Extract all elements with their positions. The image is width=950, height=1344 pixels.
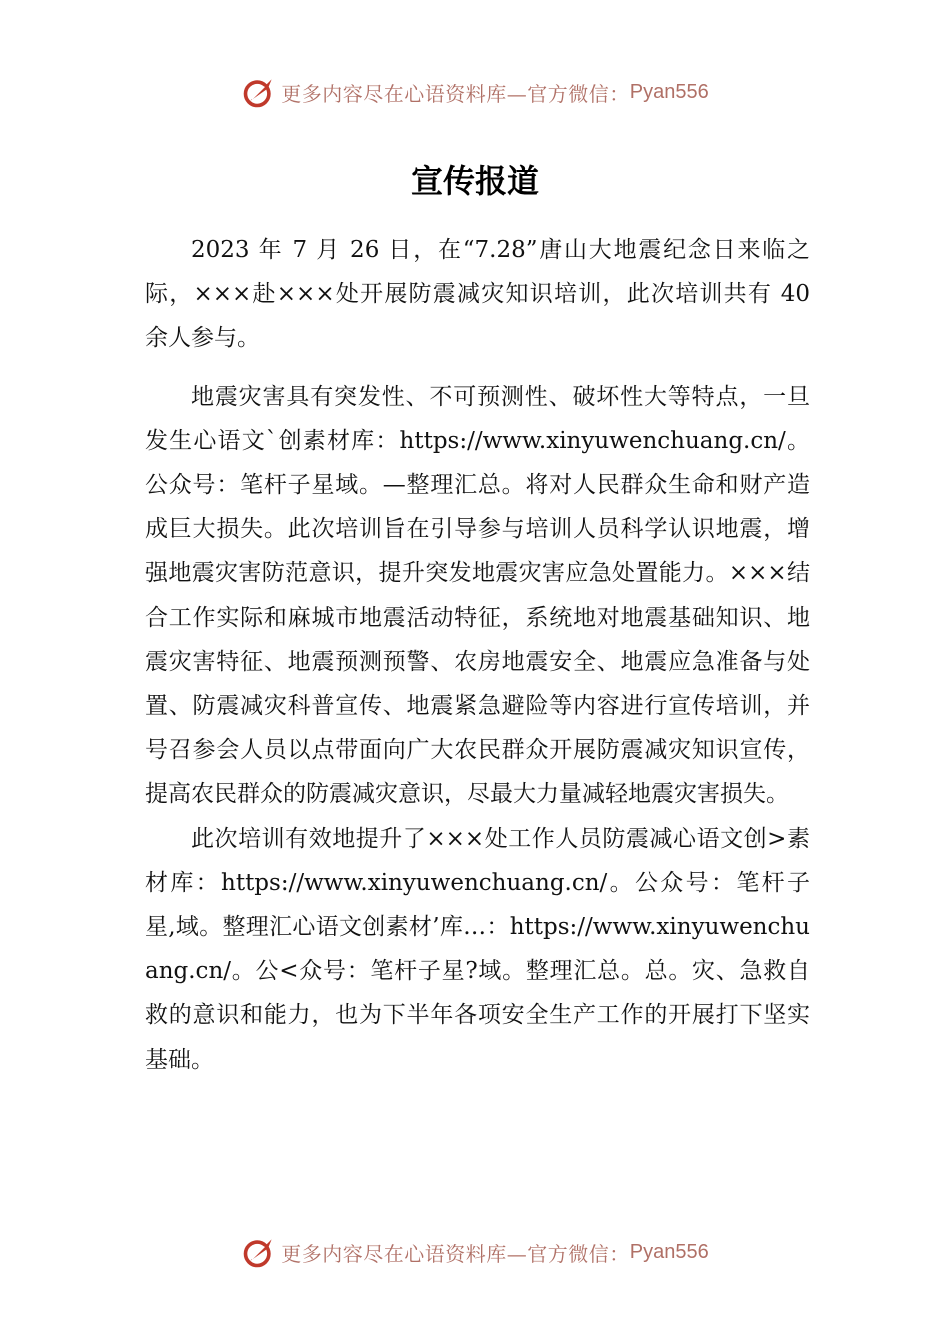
header-watermark — [0, 70, 950, 114]
watermark-wechat-id: Pyan556 — [629, 1240, 709, 1263]
quill-logo-icon — [241, 74, 277, 110]
quill-logo-icon — [241, 1234, 277, 1270]
document-title: 宣传报道 — [410, 162, 539, 200]
watermark-text: 更多内容尽在心语资料库—官方微信： — [281, 81, 630, 106]
paragraph-1: 2023 年 7 月 26 日，在“7.28”唐山大地震纪念日来临之际，×××赴×××处开展防震减灾知识培训，此次培训共有 40 余人参与。 — [145, 237, 810, 352]
footer-watermark — [0, 1230, 950, 1274]
document-body — [145, 228, 810, 1082]
paragraph-2: 地震灾害具有突发性、不可预测性、破坏性大等特点，一旦发生心语文`创素材库：https://www.xinyuwenchuang.cn/。公众号：笔杆子星域。—整理汇总。将对人民群众生命和财产造成巨大损失。此次培训旨在引导参与培训人员科学认识地震，增强地震灾害防范意识，提升突发地震灾害应急处置能力。×××结合工作实际和麻城市地震活动特征，系统地对地震基础知识、地震灾害特征、地震预测预警、农房地震安全、地震应急准备与处置、防震减灾科普宣传、地震紧急避险等内容进行宣传培训，并号召参会人员以点带面向广大农民群众开展防震减灾知识宣传，提高农民群众的防震减灾意识，尽最大力量减轻地震灾害损失。 — [145, 383, 810, 808]
watermark-text: 更多内容尽在心语资料库—官方微信： — [281, 1241, 630, 1266]
watermark-wechat-id: Pyan556 — [629, 80, 709, 103]
paragraph-3: 此次培训有效地提升了×××处工作人员防震减心语文创>素材库：https://www.xinyuwenchuang.cn/。公众号：笔杆子星,域。整理汇心语文创素材’库…：https://www.xinyuwenchuang.cn/。公<众号：笔杆子星?域。整理汇总。总。灾、急救自救的意识和能力，也为下半年各项安全生产工作的开展打下坚实基础。 — [145, 825, 810, 1073]
